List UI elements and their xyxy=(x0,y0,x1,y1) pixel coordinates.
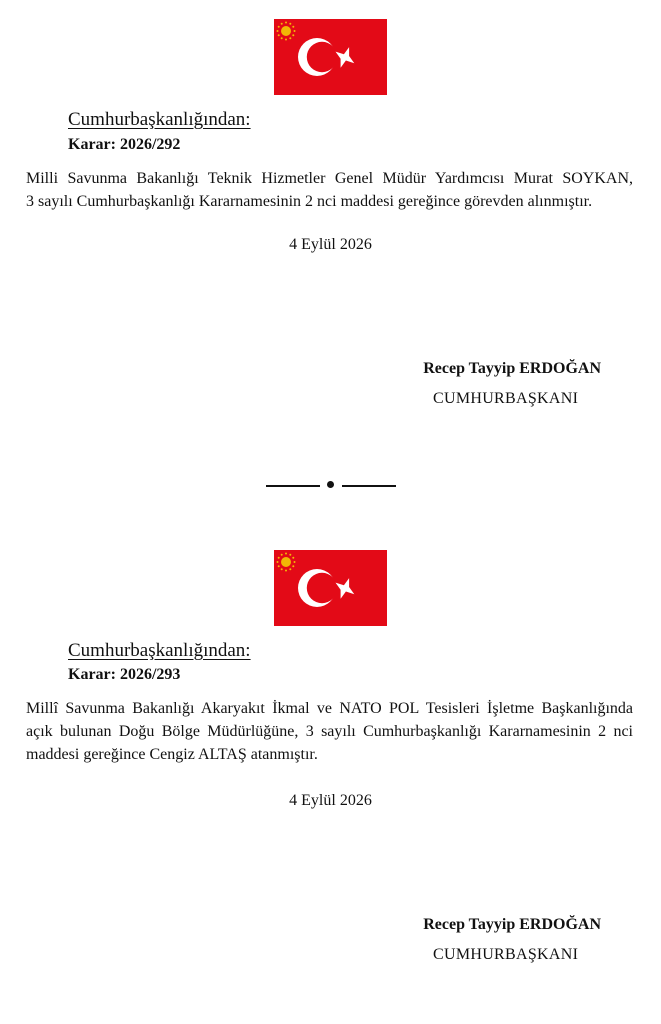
decision-number: Karar: 2026/292 xyxy=(68,136,181,153)
signer-name: Recep Tayyip ERDOĞAN xyxy=(423,916,601,933)
decree-separator xyxy=(266,478,396,492)
turkish-flag-icon xyxy=(274,550,387,626)
separator-line-left xyxy=(266,485,320,487)
decree-date: 4 Eylül 2026 xyxy=(289,792,372,809)
presidential-flag-emblem-icon xyxy=(274,19,387,95)
paragraph-line: açık bulunan Doğu Bölge Müdürlüğüne, 3 sayılı Cumhurbaşkanlığı Kararnamesinin 2 nci xyxy=(26,723,633,740)
issuer-heading: Cumhurbaşkanlığından: xyxy=(68,109,251,130)
turkish-flag-icon xyxy=(274,19,387,95)
paragraph-line: Millî Savunma Bakanlığı Akaryakıt İkmal ve NATO POL Tesisleri İşletme Başkanlığında xyxy=(26,700,633,717)
decree-paragraph xyxy=(26,697,633,766)
signer-title: CUMHURBAŞKANI xyxy=(433,390,579,407)
presidential-flag-emblem-icon xyxy=(274,550,387,626)
decree-date: 4 Eylül 2026 xyxy=(289,236,372,253)
separator-line-right xyxy=(342,485,396,487)
issuer-heading: Cumhurbaşkanlığından: xyxy=(68,640,251,661)
divider-dot-icon xyxy=(327,481,334,488)
signer-title: CUMHURBAŞKANI xyxy=(433,946,579,963)
paragraph-line: Milli Savunma Bakanlığı Teknik Hizmetler Genel Müdür Yardımcısı Murat SOYKAN, xyxy=(26,170,633,187)
decree-paragraph xyxy=(26,167,633,213)
paragraph-line: 3 sayılı Cumhurbaşkanlığı Kararnamesinin 2 nci maddesi gereğince görevden alınmıştır. xyxy=(26,193,593,210)
signer-name: Recep Tayyip ERDOĞAN xyxy=(423,360,601,377)
decision-number: Karar: 2026/293 xyxy=(68,666,181,683)
paragraph-line: maddesi gereğince Cengiz ALTAŞ atanmıştır. xyxy=(26,746,318,763)
